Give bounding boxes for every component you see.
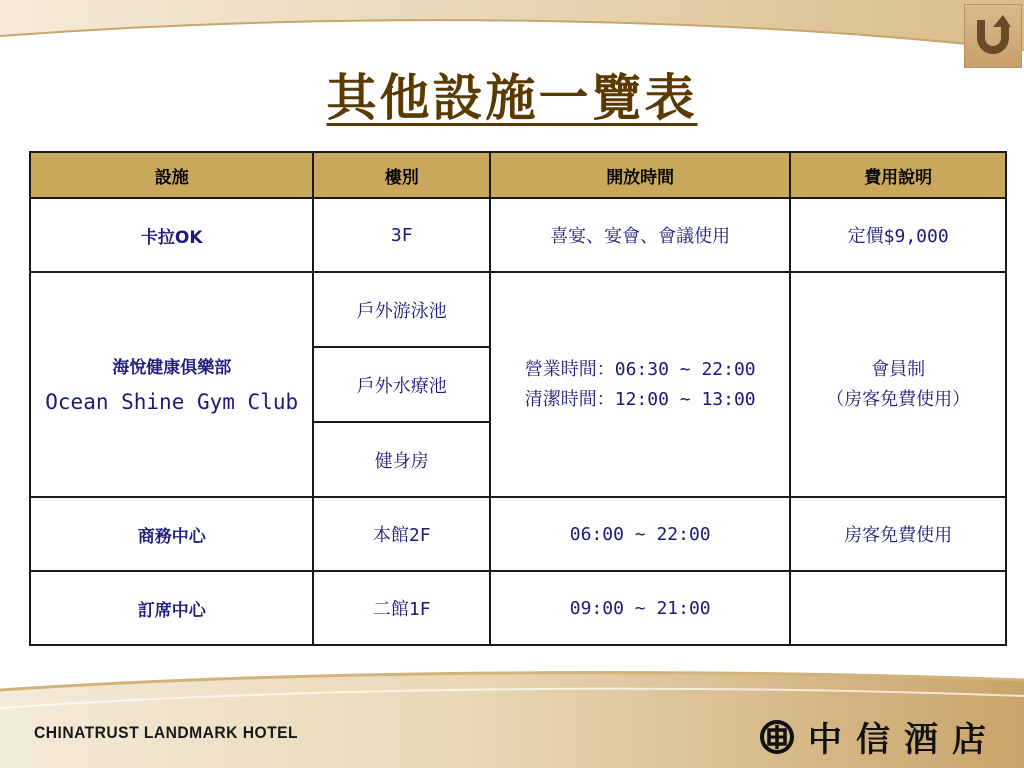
gym-fee-line-1: 會員制 [871, 358, 926, 380]
gym-fee-line-2: （房客免費使用） [826, 388, 971, 410]
cell-karaoke-hours: 喜宴、宴會、會議使用 [490, 198, 790, 272]
hotel-name-english: CHINATRUST LANDMARK HOTEL [34, 723, 299, 742]
cell-booking-floor: 二館1F [313, 571, 490, 645]
top-swoosh-graphic [0, 0, 1024, 60]
header-floor: 樓別 [313, 152, 490, 198]
cell-booking-name: 訂席中心 [30, 571, 313, 645]
table-row-booking [30, 571, 1006, 645]
cell-booking-hours: 09:00 ~ 21:00 [490, 571, 790, 645]
cell-karaoke-fee: 定價$9,000 [790, 198, 1006, 272]
page-title [0, 58, 1024, 130]
cell-booking-fee [790, 571, 1006, 645]
cell-business-name: 商務中心 [30, 497, 313, 571]
hotel-name-chinese: 中信酒店 [808, 720, 1000, 760]
table-header-row [30, 152, 1006, 198]
page-title-text: 其他設施一覽表 [326, 68, 698, 127]
table-row-karaoke [30, 198, 1006, 272]
gym-hours-line-2: 清潔時間：12:00 ~ 13:00 [524, 388, 756, 410]
cell-gym-name [30, 272, 313, 497]
header-hours: 開放時間 [490, 152, 790, 198]
table-row-gym [30, 272, 1006, 347]
cell-business-fee: 房客免費使用 [790, 497, 1006, 571]
gym-name-zh: 海悅健康俱樂部 [112, 357, 232, 378]
cell-gym-fee [790, 272, 1006, 497]
cell-gym-sub-pool: 戶外游泳池 [313, 272, 490, 347]
header-facility: 設施 [30, 152, 313, 198]
cell-gym-hours [490, 272, 790, 497]
cell-gym-sub-spa: 戶外水療池 [313, 347, 490, 422]
cell-business-floor: 本館2F [313, 497, 490, 571]
cell-karaoke-name: 卡拉OK [30, 198, 313, 272]
gym-name-en: Ocean Shine Gym Club [45, 389, 299, 414]
top-decorative-band [0, 0, 1024, 60]
cell-karaoke-floor: 3F [313, 198, 490, 272]
cell-business-hours: 06:00 ~ 22:00 [490, 497, 790, 571]
hotel-brand-zh [760, 712, 1000, 761]
facilities-table [29, 151, 1007, 646]
header-fee: 費用說明 [790, 152, 1006, 198]
table-row-business [30, 497, 1006, 571]
hotel-logo-icon [760, 720, 794, 754]
u-turn-arrow-icon [973, 14, 1013, 58]
gym-hours-line-1: 營業時間：06:30 ~ 22:00 [524, 358, 756, 380]
cell-gym-sub-fitness: 健身房 [313, 422, 490, 497]
